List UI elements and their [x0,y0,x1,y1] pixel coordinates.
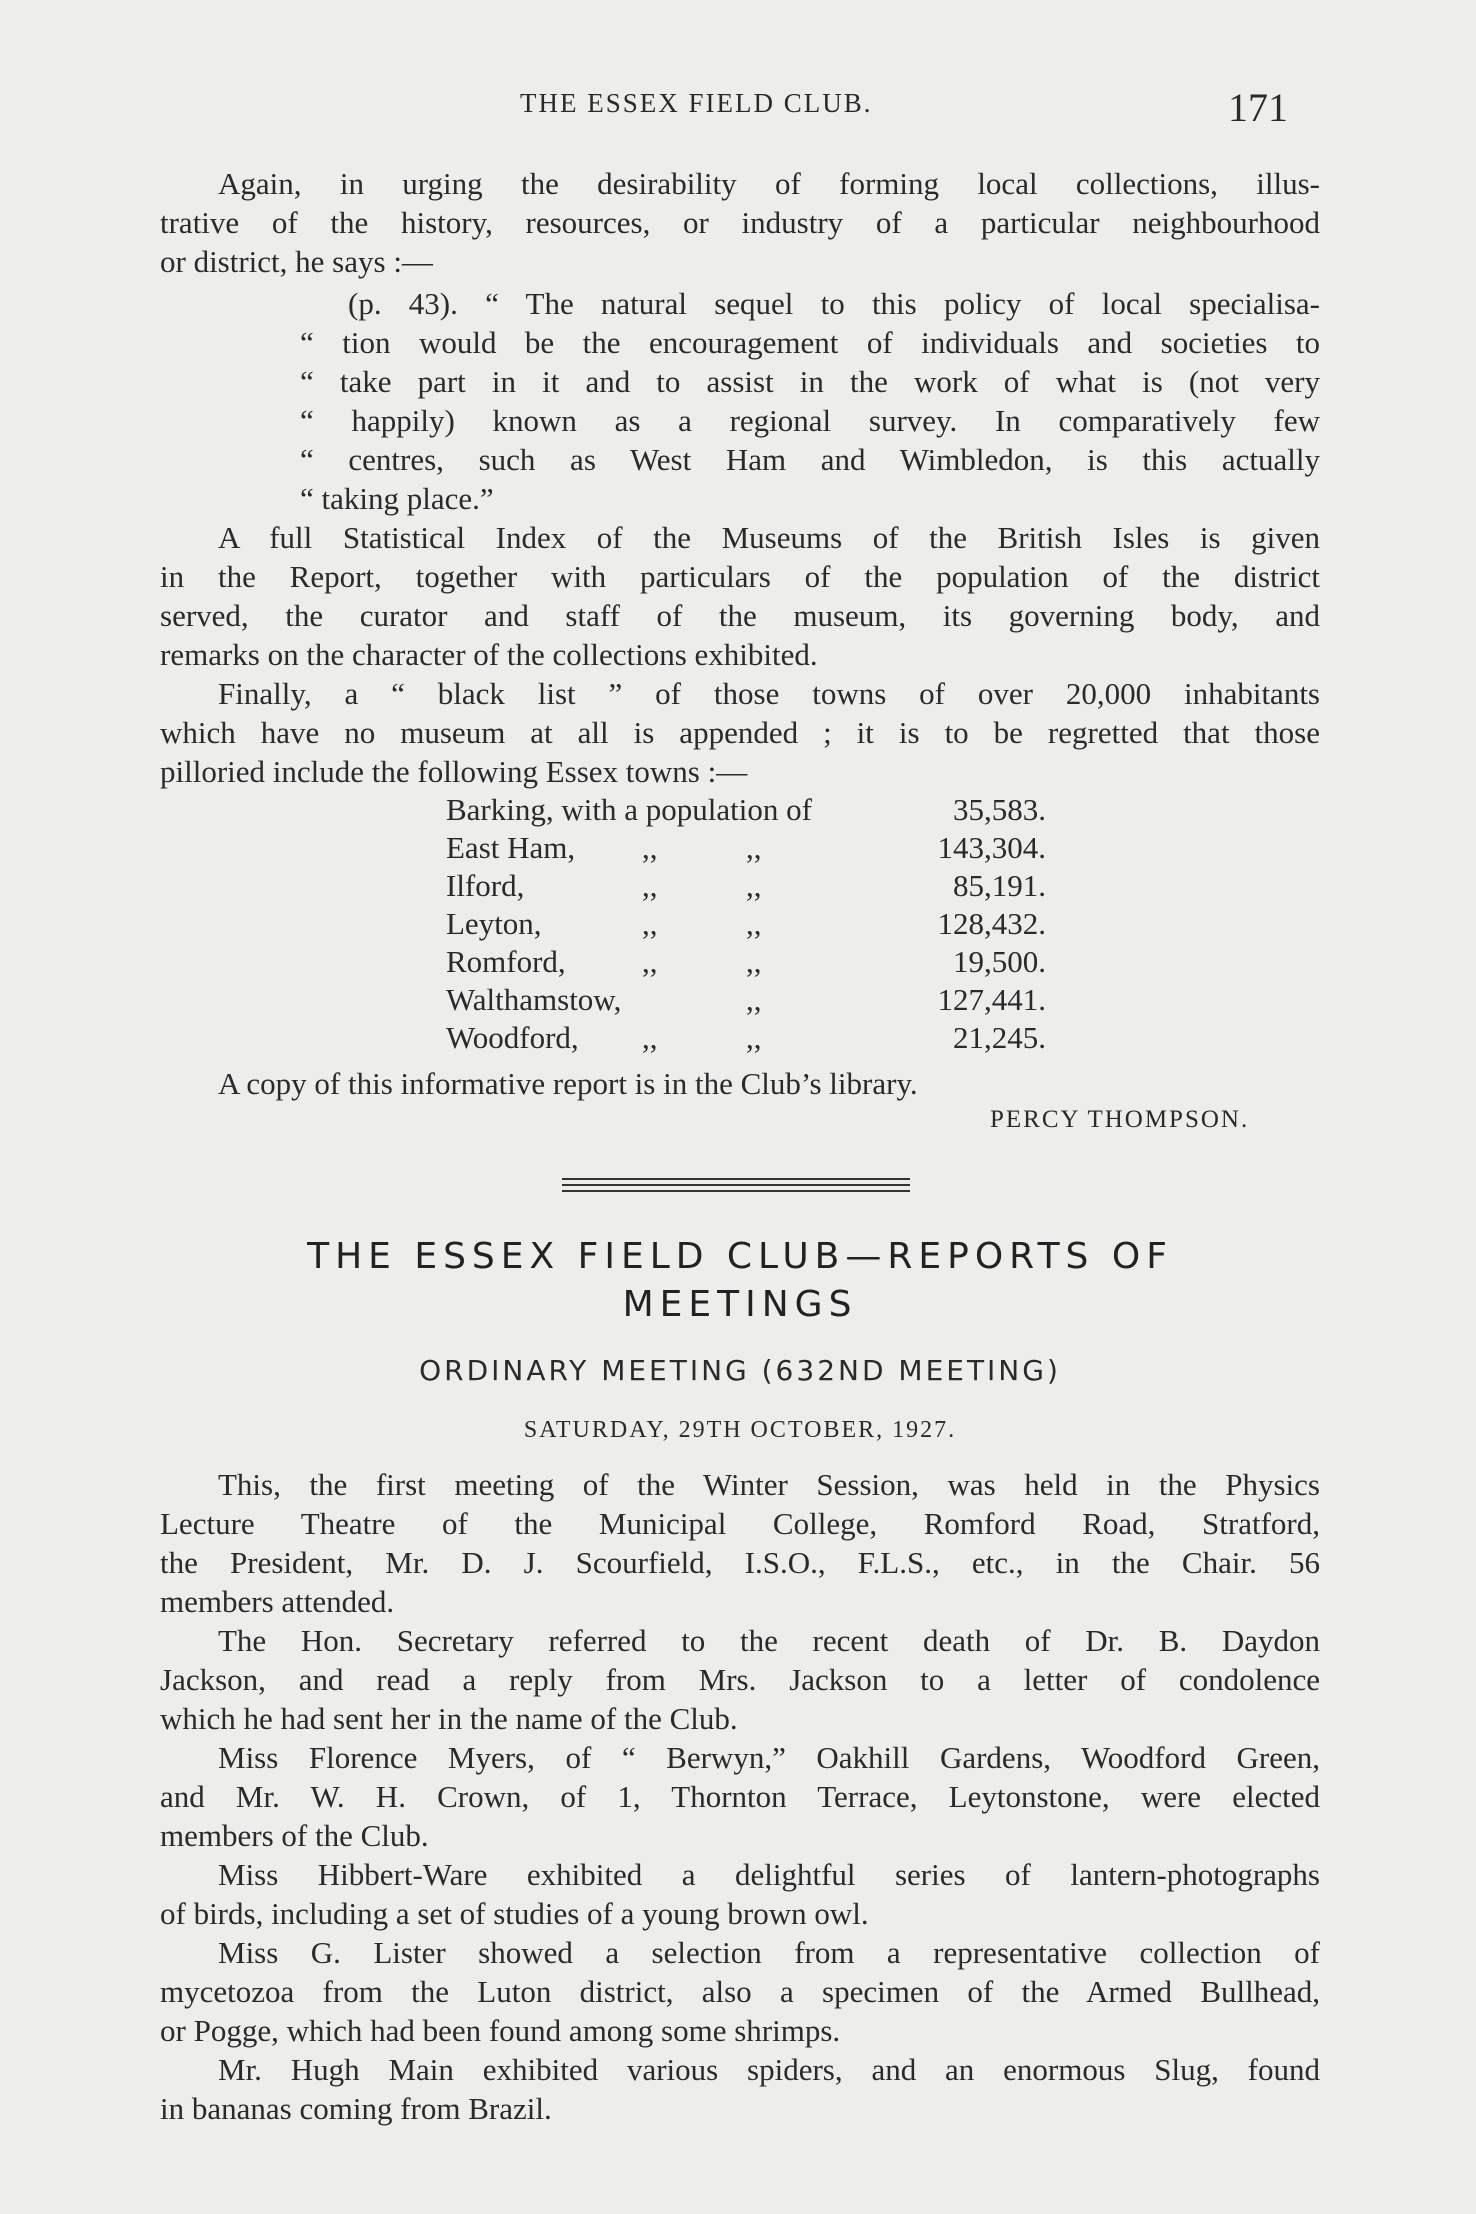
paragraph-black-list [160,674,1320,791]
text-line: This, the first meeting of the Winter Session, was held in the Physics [218,1467,1320,1502]
text-line: which he had sent her in the name of the Club. [160,1701,738,1736]
text-line: Miss G. Lister showed a selection from a representative collection of [218,1935,1320,1970]
town-name: Romford, [446,944,566,979]
ditto-mark: ,, [642,830,658,865]
table-row [446,943,1046,981]
town-name: Woodford, [446,1020,579,1055]
table-row [446,1019,1046,1057]
text-line: in the Report, together with particulars of the population of the district [160,559,1320,594]
text-line: A copy of this informative report is in the Club’s library. [218,1066,918,1101]
text-line: mycetozoa from the Luton district, also a specimen of the Armed Bullhead, [160,1974,1320,2009]
ditto-mark: ,, [746,868,762,903]
table-row [446,905,1046,943]
text-line: or Pogge, which had been found among some shrimps. [160,2013,841,2048]
ditto-mark: ,, [642,868,658,903]
ditto-mark: ,, [746,944,762,979]
section-title-continued: MEETINGS [622,1284,858,1325]
ditto-mark: ,, [746,1020,762,1055]
quote-line: “ centres, such as West Ham and Wimbledon, is this actually [300,442,1320,477]
town-population: 128,432. [937,906,1046,941]
quote-line: “ happily) known as a regional survey. In comparatively few [300,403,1320,438]
town-population: 85,191. [953,868,1046,903]
ditto-mark: ,, [642,944,658,979]
text-line: Jackson, and read a reply from Mrs. Jackson to a letter of condolence [160,1662,1320,1697]
text-line: served, the curator and staff of the museum, its governing body, and [160,598,1320,633]
quote-line: “ taking place.” [300,481,494,516]
text-line: in bananas coming from Brazil. [160,2091,552,2126]
divider-rule [562,1184,910,1186]
towns-table [446,791,1046,1057]
text-line: Miss Hibbert-Ware exhibited a delightful series of lantern-photographs [218,1857,1320,1892]
divider-rule [562,1178,910,1180]
text-line: the President, Mr. D. J. Scourfield, I.S.O., F.L.S., etc., in the Chair. 56 [160,1545,1320,1580]
text-line: pilloried include the following Essex towns :— [160,754,748,789]
divider-rule [562,1190,910,1192]
town-population: 127,441. [937,982,1046,1017]
text-line: trative of the history, resources, or industry of a particular neighbourhood [160,205,1320,240]
text-line: A full Statistical Index of the Museums of the British Isles is given [218,520,1320,555]
text-line: The Hon. Secretary referred to the recent death of Dr. B. Daydon [218,1623,1320,1658]
table-row [446,829,1046,867]
text-line: and Mr. W. H. Crown, of 1, Thornton Terrace, Leytonstone, were elected [160,1779,1320,1814]
table-row [446,791,1046,829]
town-population: 35,583. [953,792,1046,827]
town-name: Ilford, [446,868,525,903]
text-line: Miss Florence Myers, of “ Berwyn,” Oakhill Gardens, Woodford Green, [218,1740,1320,1775]
text-line: members of the Club. [160,1818,429,1853]
meeting-subtitle: ORDINARY MEETING (632ND MEETING) [419,1354,1061,1387]
table-row [446,981,1046,1019]
quote-line: “ take part in it and to assist in the work of what is (not very [300,364,1320,399]
table-row [446,867,1046,905]
town-name: East Ham, [446,830,576,865]
section-title: THE ESSEX FIELD CLUB—REPORTS OF [307,1236,1173,1277]
quote-line: “ tion would be the encouragement of individuals and societies to [300,325,1320,360]
text-line: Again, in urging the desirability of forming local collections, illus- [218,166,1320,201]
ditto-mark: ,, [746,906,762,941]
running-header: THE ESSEX FIELD CLUB. [520,88,873,118]
text-line: or district, he says :— [160,244,433,279]
ditto-mark: ,, [746,982,762,1017]
text-line: members attended. [160,1584,395,1619]
page-number: 171 [1228,85,1288,130]
town-name: Leyton, [446,906,542,941]
paragraph-copy-note [160,1064,1320,1103]
quote-line: (p. 43). “ The natural sequel to this policy of local specialisa- [348,286,1320,321]
text-line: Finally, a “ black list ” of those towns of over 20,000 inhabitants [218,676,1320,711]
text-line: remarks on the character of the collections exhibited. [160,637,818,672]
town-name: Barking, with a population of [446,792,812,827]
paragraph-statistical-index [160,518,1320,674]
text-line: Lecture Theatre of the Municipal College, Romford Road, Stratford, [160,1506,1320,1541]
ditto-mark: ,, [642,1020,658,1055]
meeting-date: SATURDAY, 29TH OCTOBER, 1927. [523,1417,957,1443]
minutes [160,1465,1320,2128]
text-line: Mr. Hugh Main exhibited various spiders, and an enormous Slug, found [218,2052,1320,2087]
town-name: Walthamstow, [446,982,622,1017]
ditto-mark: ,, [642,906,658,941]
ditto-mark: ,, [746,830,762,865]
paragraph-intro [160,164,1320,281]
text-line: which have no museum at all is appended ; it is to be regretted that those [160,715,1320,750]
town-population: 19,500. [953,944,1046,979]
town-population: 143,304. [937,830,1046,865]
text-line: of birds, including a set of studies of a young brown owl. [160,1896,869,1931]
author-signature: PERCY THOMPSON. [990,1106,1250,1133]
block-quote [300,284,1320,518]
town-population: 21,245. [953,1020,1046,1055]
